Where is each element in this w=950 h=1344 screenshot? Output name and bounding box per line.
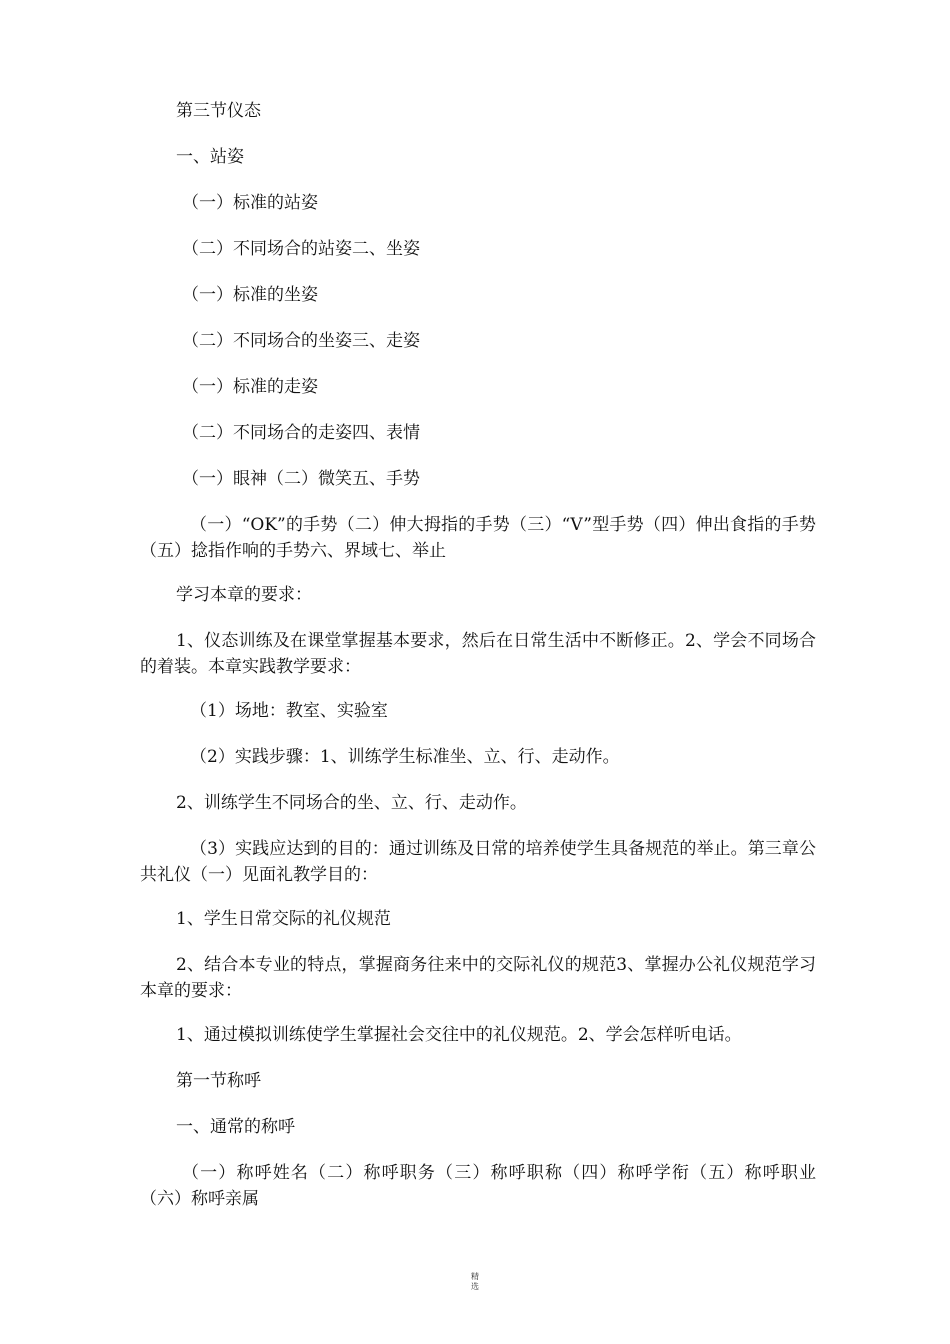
section-heading: 第三节仪态 xyxy=(176,101,261,121)
section-heading: 第一节称呼 xyxy=(176,1071,261,1091)
body-paragraph: （一）“OK”的手势（二）伸大拇指的手势（三）“V”型手势（四）伸出食指的手势（五）捻指作响的手势六、界域七、举止 xyxy=(140,515,816,561)
list-item: （二）不同场合的站姿二、坐姿 xyxy=(182,239,420,259)
list-item: （一）眼神（二）微笑五、手势 xyxy=(182,469,420,489)
body-paragraph: 1、仪态训练及在课堂掌握基本要求，然后在日常生活中不断修正。2、学会不同场合的着装。本章实践教学要求： xyxy=(140,631,816,677)
body-paragraph: 2、结合本专业的特点，掌握商务往来中的交际礼仪的规范3、掌握办公礼仪规范学习本章的要求： xyxy=(140,955,816,1001)
subsection-heading: 一、通常的称呼 xyxy=(176,1117,295,1137)
list-item: 1、学生日常交际的礼仪规范 xyxy=(176,909,391,929)
subsection-heading: 一、站姿 xyxy=(176,147,244,167)
list-item: （一）标准的站姿 xyxy=(182,193,318,213)
list-item: （2）实践步骤：1、训练学生标准坐、立、行、走动作。 xyxy=(190,747,620,767)
body-paragraph: （一）称呼姓名（二）称呼职务（三）称呼职称（四）称呼学衔（五）称呼职业（六）称呼亲属 xyxy=(140,1163,816,1209)
footer-label: 精选 xyxy=(471,1272,479,1291)
list-item: （一）标准的走姿 xyxy=(182,377,318,397)
list-item: （一）标准的坐姿 xyxy=(182,285,318,305)
document-body xyxy=(140,98,816,1232)
list-item: （二）不同场合的坐姿三、走姿 xyxy=(182,331,420,351)
page-footer xyxy=(0,1272,950,1292)
list-item: （二）不同场合的走姿四、表情 xyxy=(182,423,420,443)
body-paragraph: （3）实践应达到的目的：通过训练及日常的培养使学生具备规范的举止。第三章公共礼仪（一）见面礼教学目的： xyxy=(140,839,816,885)
list-item: （1）场地：教室、实验室 xyxy=(190,701,388,721)
requirements-heading: 学习本章的要求： xyxy=(176,585,312,605)
body-paragraph: 1、通过模拟训练使学生掌握社会交往中的礼仪规范。2、学会怎样听电话。 xyxy=(176,1025,742,1045)
list-item: 2、训练学生不同场合的坐、立、行、走动作。 xyxy=(176,793,527,813)
